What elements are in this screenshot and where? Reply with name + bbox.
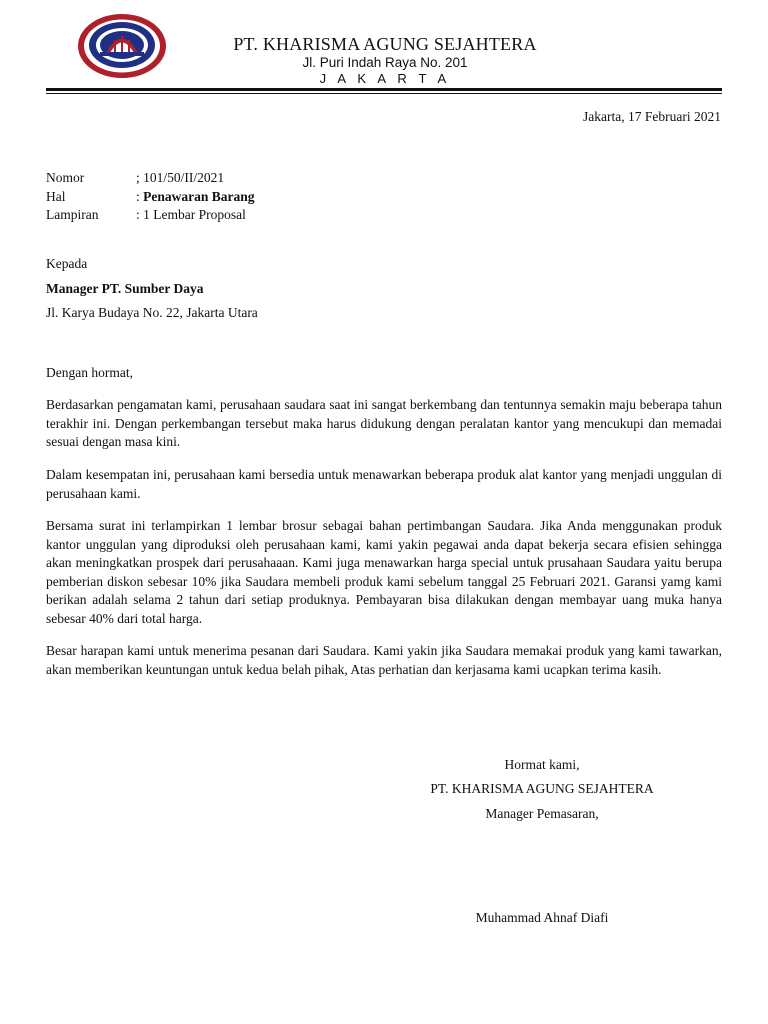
- letterhead-divider-thin: [46, 93, 722, 94]
- letter-date: Jakarta, 17 Februari 2021: [583, 109, 721, 124]
- nomor-value: ; 101/50/II/2021: [136, 170, 225, 185]
- paragraph-text: Dalam kesempatan ini, perusahaan kami bersedia untuk menawarkan beberapa produk alat kantor yang menjadi unggulan di perusahaan kami.: [46, 467, 722, 501]
- signature-closing: Hormat kami,: [504, 757, 580, 772]
- body-paragraph-3: [46, 517, 722, 628]
- company-name: PT. KHARISMA AGUNG SEJAHTERA: [233, 34, 537, 54]
- meta-hal: [46, 189, 255, 208]
- hal-value: Penawaran Barang: [143, 188, 255, 204]
- paragraph-text: Berdasarkan pengamatan kami, perusahaan saudara saat ini sangat berkembang dan tentunnya semakin maju beberapa tahun terakhir ini. Dengan perkembangan tersebut maka harus didukung dengan peralatan kantor yang mencukupi dan memadai sesuai dengan masa kini.: [46, 397, 722, 449]
- recipient-name: Manager PT. Sumber Daya: [46, 281, 204, 296]
- company-logo: [76, 12, 168, 80]
- lampiran-label: Lampiran: [46, 207, 99, 222]
- hal-label: Hal: [46, 188, 66, 204]
- letterhead-divider-thick: [46, 88, 722, 91]
- body-paragraph-1: [46, 396, 722, 452]
- nomor-label: Nomor: [46, 170, 85, 185]
- signature-position: Manager Pemasaran,: [485, 806, 599, 821]
- body-paragraph-2: [46, 466, 722, 503]
- body-paragraph-4: [46, 642, 722, 679]
- signature-name: Muhammad Ahnaf Diafi: [475, 910, 609, 925]
- recipient-kepada: Kepada: [46, 256, 88, 271]
- paragraph-text: Bersama surat ini terlampirkan 1 lembar brosur sebagai bahan pertimbangan Saudara. Jika Anda menggunakan produk kantor unggulan yang diproduksi oleh perusahaan kami, kami yakin pegawai anda dapat bekerja secara efisien sehingga akan meningkatkan prospek dari perusahaaan. Kami juga menawarkan harga special untuk prusahaan Saudara yaitu berupa pemberian diskon sebesar 10% jika Saudara membeli produk kami sebelum tanggal 25 Februari 2021. Garansi yamg kami berikan adalah selama 2 tahun dari setiap produknya. Pembayaran bisa dilakukan dengan membayar uang muka hanya sebesar 40% dari total harga.: [46, 518, 722, 626]
- recipient-address: Jl. Karya Budaya No. 22, Jakarta Utara: [46, 305, 258, 320]
- lampiran-value: : 1 Lembar Proposal: [136, 207, 246, 222]
- hal-separator: :: [136, 188, 144, 204]
- company-address: Jl. Puri Indah Raya No. 201: [302, 55, 468, 70]
- salutation: Dengan hormat,: [46, 365, 133, 380]
- hal-value-wrap: [136, 189, 255, 208]
- signature-company: PT. KHARISMA AGUNG SEJAHTERA: [430, 781, 654, 796]
- company-city: J A K A R T A: [319, 71, 451, 86]
- letter-meta: [46, 170, 255, 226]
- meta-lampiran: [46, 207, 255, 226]
- meta-nomor: [46, 170, 255, 189]
- paragraph-text: Besar harapan kami untuk menerima pesanan dari Saudara. Kami yakin jika Saudara memakai produk yang kami tawarkan, akan memberikan keuntungan untuk kedua belah pihak, Atas perhatian dan kerjasama kami ucapkan terima kasih.: [46, 643, 722, 677]
